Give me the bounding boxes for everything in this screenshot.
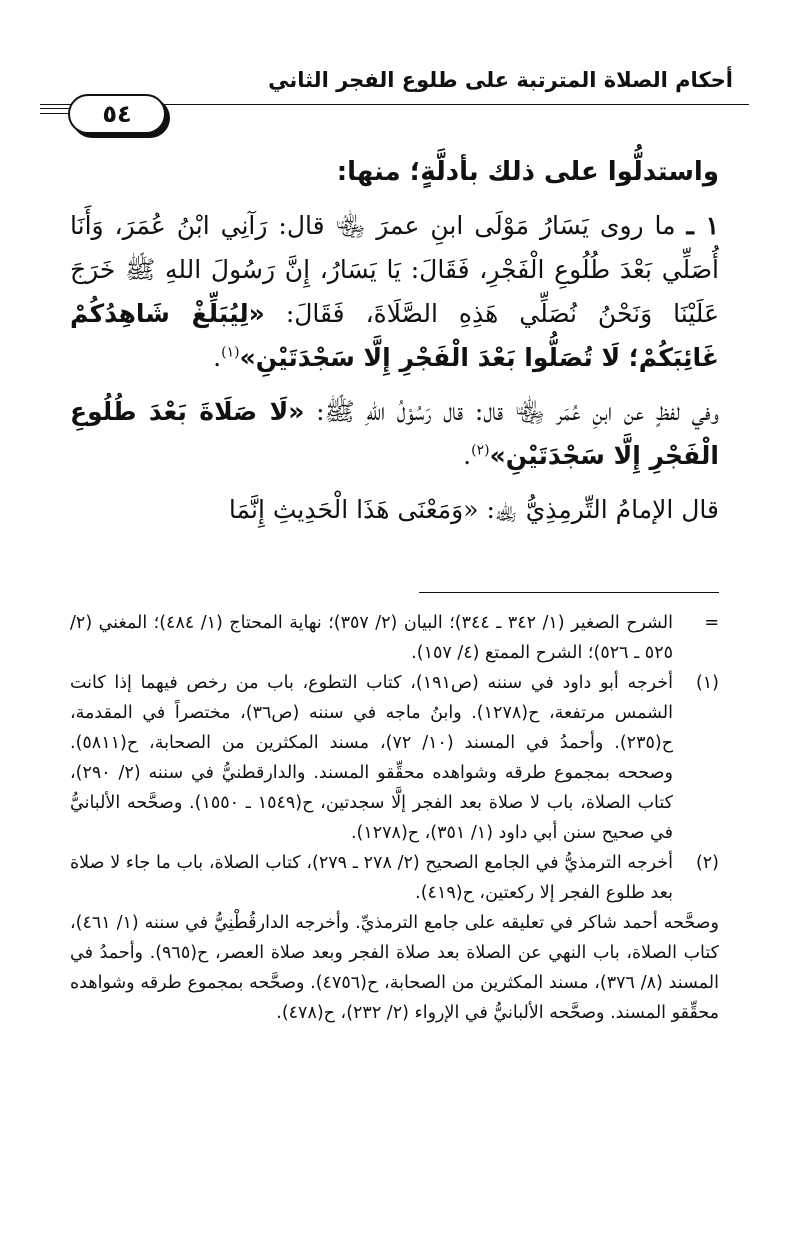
item2-text: وفي لفظٍ عن ابنِ عُمَر ﵄ قال: قال رَسُوْلُ اللهِ ﷺ:: [316, 397, 720, 426]
page-header: [40, 68, 749, 130]
item1-text: ما روى يَسَارُ مَوْلَى ابنِ عمرَ ﵄ قال: رَآنِي ابْنُ عُمَرَ، وَأَنَا أُصَلِّي بَعْدَ طُلُوعِ الْفَجْرِ، فَقَالَ: يَا يَسَارُ، إِنَّ رَسُولَ اللهِ ﷺ خَرَجَ عَلَيْنَا وَنَحْنُ نُصَلِّي هَذِهِ الصَّلَاةَ، فَقَالَ:: [70, 211, 719, 328]
paragraph-item-3: [70, 488, 719, 532]
footnote-1: [70, 668, 719, 848]
footnote-separator: [419, 592, 719, 593]
footnote-2: [70, 848, 719, 908]
item-number: ١ ـ: [686, 211, 720, 240]
footnote-ref-1[interactable]: (١): [221, 344, 240, 361]
footnote-text: أخرجه أبو داود في سننه (ص١٩١)، كتاب التطوع، باب من رخص فيهما إذا كانت الشمس مرتفعة، ح(١٢٧٨). وابنُ ماجه في سننه (ص٣٦)، مختصراً في المقدمة، ح(٢٣٥). وأحمدُ في المسند (١٠/ ٧٢)، مسند المكثرين من الصحابة، ح(٥٨١١). وصححه بمجموع طرقه وشواهده محقِّقو المسند. والدارقطنيُّ في سننه (٢/ ٢٩٠)، كتاب الصلاة، باب لا صلاة بعد الفجر إلَّا سجدتين، ح(١٥٤٩ ـ ١٥٥٠). وصحَّحه الألبانيُّ في صحيح سنن أبي داود (١/ ٣٥١)، ح(١٢٧٨).: [70, 673, 673, 843]
page-number-box: [68, 94, 166, 134]
intro-line: واستدلُّوا على ذلك بأدلَّةٍ؛ منها:: [336, 157, 719, 187]
running-title: أحكام الصلاة المترتبة على طلوع الفجر الثاني: [268, 68, 733, 92]
footnote-mark: (١): [695, 673, 719, 693]
item3-text: قال الإمامُ التِّرمِذِيُّ ﵀: «وَمَعْنَى هَذَا الْحَدِيثِ إِنَّمَا: [228, 495, 719, 524]
footnote-continued: [70, 608, 719, 668]
footnotes: [70, 608, 719, 1028]
main-text: [70, 150, 719, 542]
footnote-ref-2[interactable]: (٢): [471, 442, 490, 459]
hadith-text: «لِيُبَلِّغْ شَاهِدُكُمْ غَائِبَكُمْ؛ لَا تُصَلُّوا بَعْدَ الْفَجْرِ إِلَّا سَجْدَتَيْنِ»: [70, 299, 719, 372]
period: .: [213, 343, 222, 372]
period: .: [463, 441, 472, 470]
footnote-mark: =: [704, 613, 719, 633]
hadith-text: «لَا صَلَاةَ بَعْدَ طُلُوعِ الْفَجْرِ إِلَّا سَجْدَتَيْنِ»: [70, 397, 719, 470]
paragraph-item-2: [70, 390, 719, 478]
paragraph-item-1: [70, 204, 719, 380]
footnote-text: الشرح الصغير (١/ ٣٤٢ ـ ٣٤٤)؛ البيان (٢/ ٣٥٧)؛ نهاية المحتاج (١/ ٤٨٤)؛ المغني (٢/ ٥٢٥ ـ ٥٢٦)؛ الشرح الممتع (٤/ ١٥٧).: [70, 613, 673, 663]
footnote-2-continuation: وصحَّحه أحمد شاكر في تعليقه على جامع الترمذيِّ. وأخرجه الدارقُطْنِيُّ في سننه (١/ ٤٦١)، كتاب الصلاة، باب النهي عن الصلاة بعد صلاة الفجر وبعد صلاة العصر، ح(٩٦٥). وأحمدُ في المسند (٨/ ٣٧٦)، مسند المكثرين من الصحابة، ح(٤٧٥٦). وصحَّحه بمجموع طرقه وشواهده محقِّقو المسند. وصحَّحه الألبانيُّ في الإرواء (٢/ ٢٣٢)، ح(٤٧٨).: [70, 913, 719, 1023]
footnote-mark: (٢): [695, 853, 719, 873]
footnote-text: أخرجه الترمذيُّ في الجامع الصحيح (٢/ ٢٧٨ ـ ٢٧٩)، كتاب الصلاة، باب ما جاء لا صلاة بعد طلوع الفجر إلا ركعتين، ح(٤١٩).: [70, 853, 673, 903]
page-number: ٥٤: [102, 100, 132, 128]
